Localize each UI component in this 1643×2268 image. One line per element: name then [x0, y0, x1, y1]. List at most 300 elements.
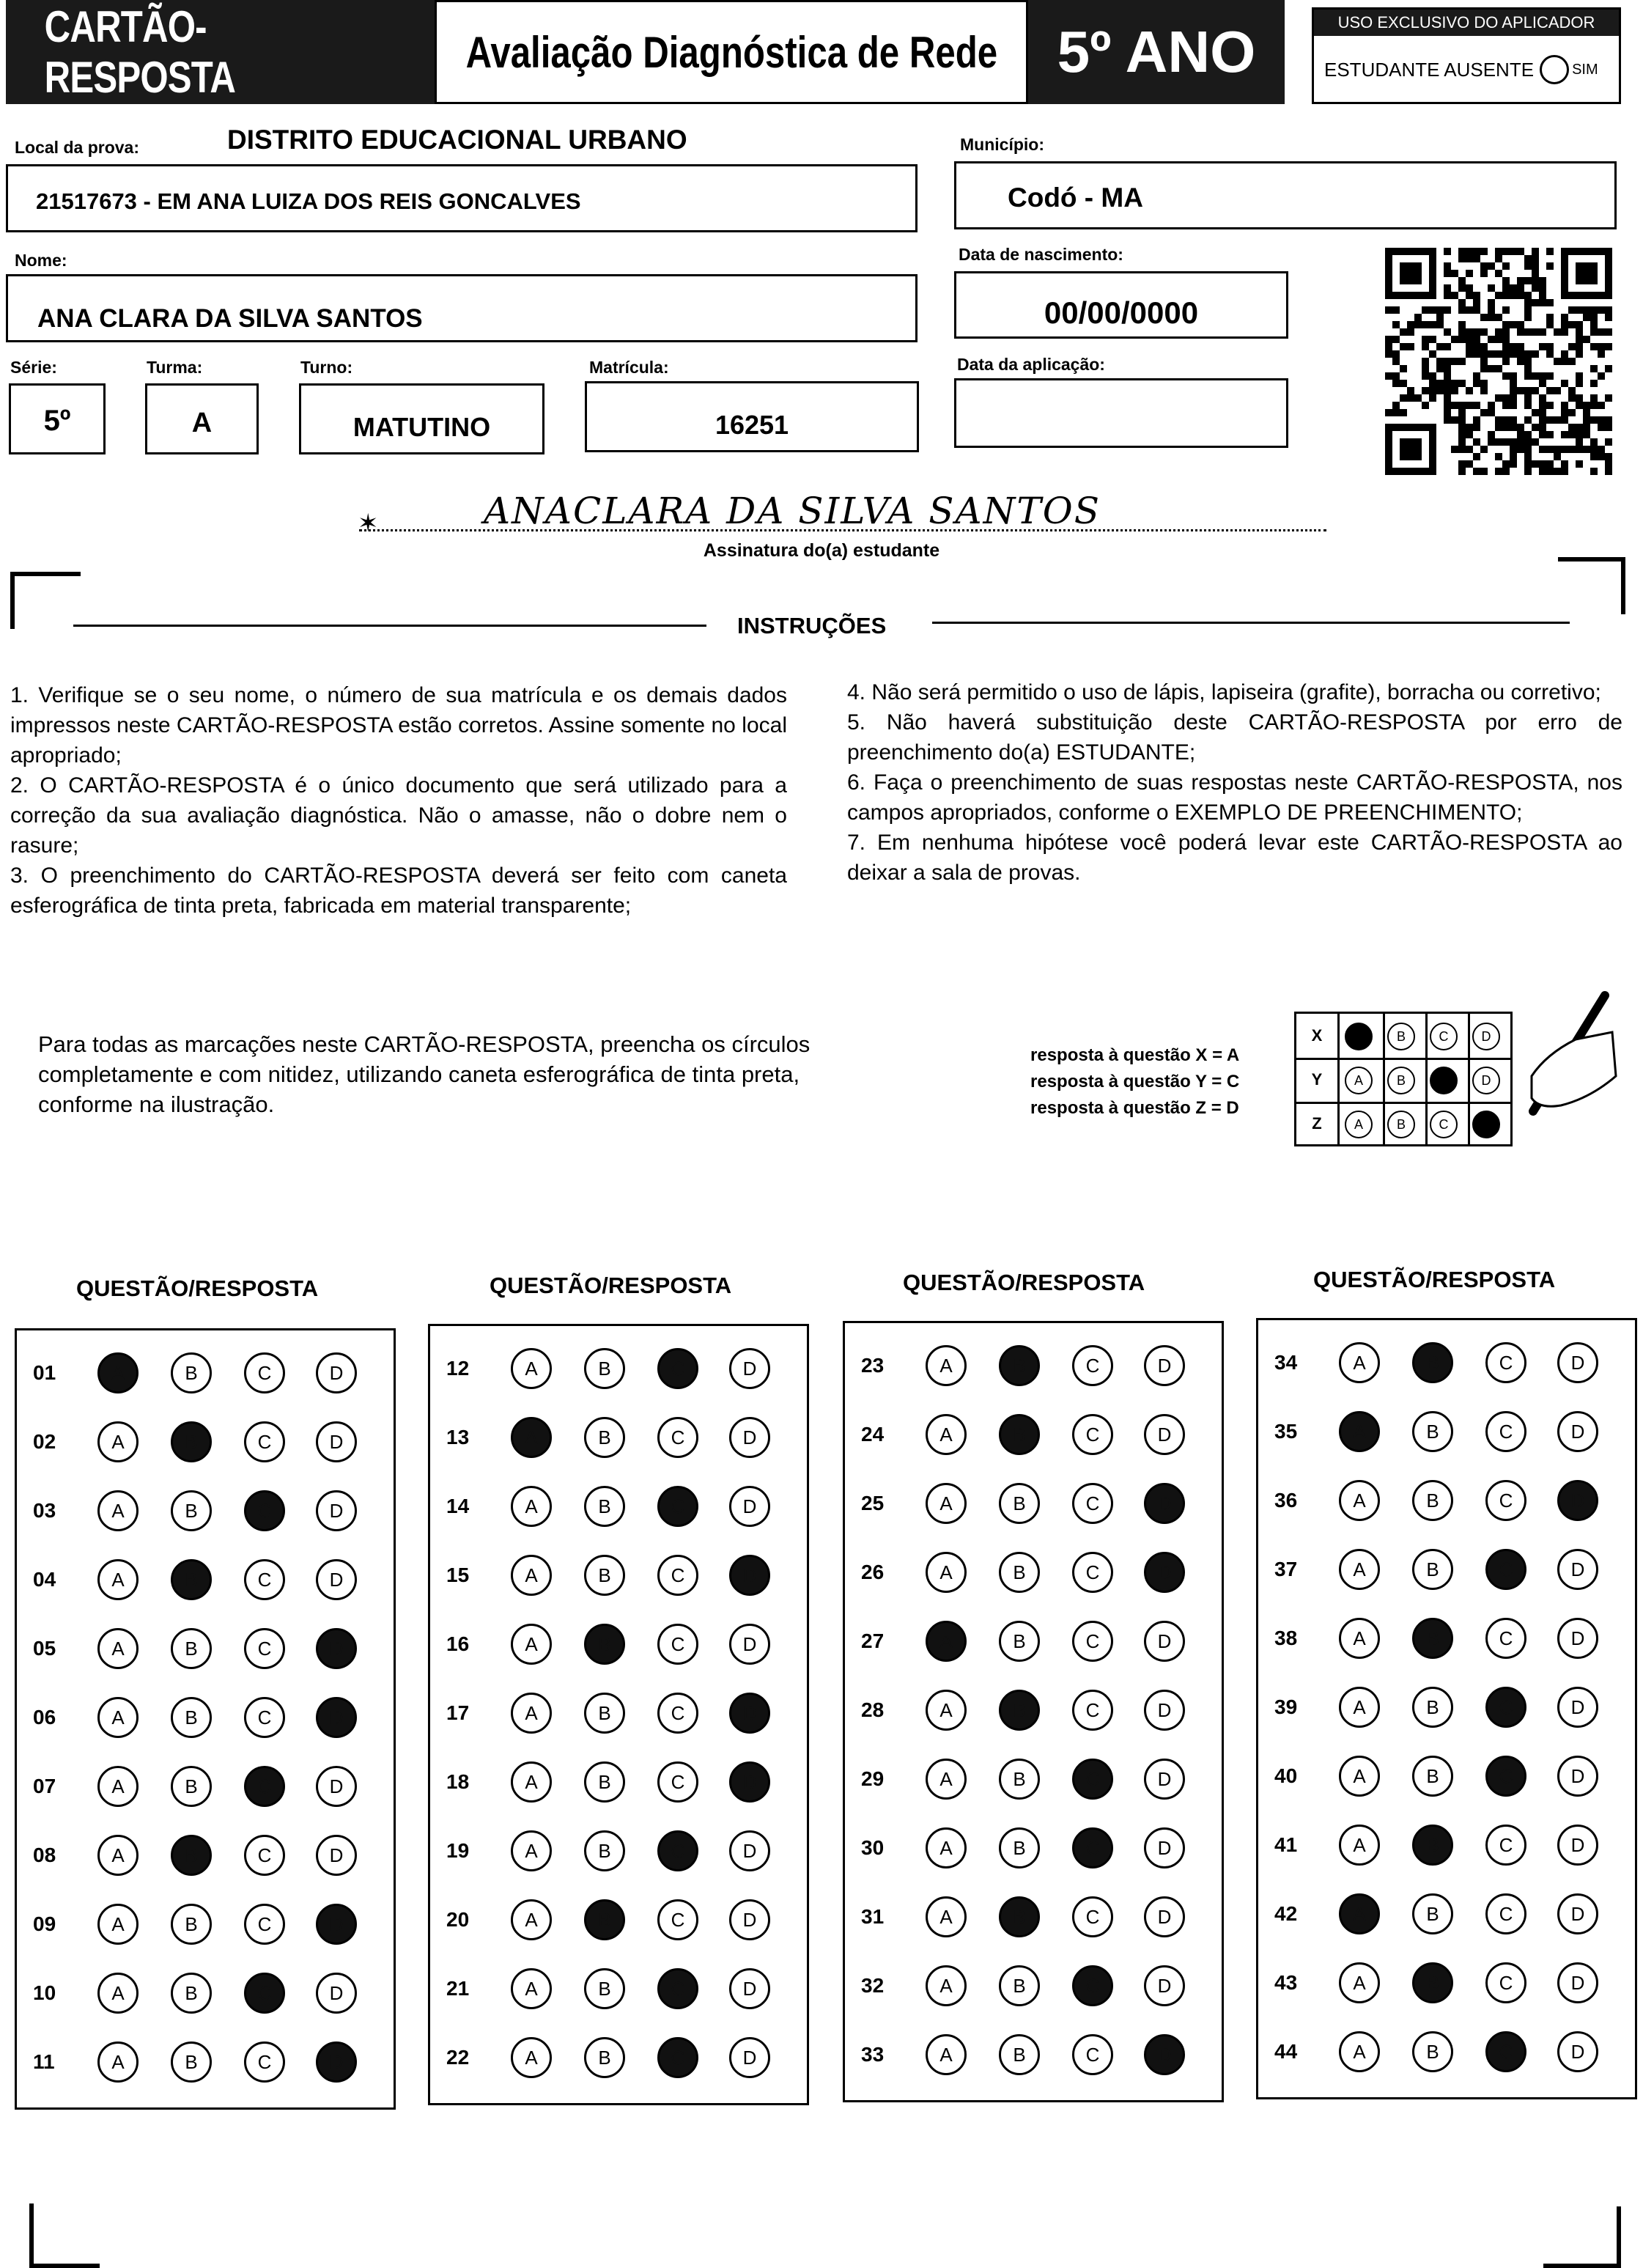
example-bubble-x-c: C — [1430, 1023, 1458, 1050]
bubble-27-c[interactable]: C — [1072, 1621, 1113, 1662]
bubble-39-b[interactable]: B — [1412, 1687, 1453, 1728]
bubble-02-b[interactable]: B — [171, 1421, 212, 1462]
bubble-34-a[interactable]: A — [1339, 1342, 1380, 1383]
bubble-17-d[interactable]: D — [729, 1693, 770, 1734]
bubble-04-a[interactable]: A — [97, 1559, 139, 1600]
turma-field — [145, 383, 259, 454]
question-number: 43 — [1274, 1971, 1298, 1994]
bubble-33-a[interactable]: A — [926, 2034, 967, 2075]
bubble-14-b[interactable]: B — [584, 1486, 625, 1527]
bubble-05-b[interactable]: B — [171, 1628, 212, 1669]
example-bubble-x-b: B — [1387, 1023, 1415, 1050]
bubble-14-d[interactable]: D — [729, 1486, 770, 1527]
question-row-31 — [845, 1889, 1222, 1948]
answer-column-4 — [1256, 1318, 1637, 2099]
instructions-left — [10, 680, 787, 921]
bubble-41-d[interactable]: D — [1557, 1825, 1598, 1866]
signature-label: Assinatura do(a) estudante — [703, 540, 940, 561]
applicator-title: USO EXCLUSIVO DO APLICADOR — [1314, 10, 1619, 36]
corner-mark-top-left — [10, 572, 81, 629]
bubble-42-c[interactable]: C — [1485, 1893, 1526, 1934]
example-row-y — [1296, 1058, 1510, 1104]
bubble-15-d[interactable]: D — [729, 1555, 770, 1596]
example-cell-divider — [1383, 1014, 1385, 1058]
nome-field — [6, 274, 918, 342]
question-number: 38 — [1274, 1627, 1298, 1649]
question-row-13 — [430, 1410, 807, 1468]
question-row-24 — [845, 1407, 1222, 1465]
matricula-label: Matrícula: — [589, 358, 669, 377]
example-legend — [1030, 1042, 1239, 1122]
bubble-02-d[interactable]: D — [316, 1421, 357, 1462]
question-number: 32 — [861, 1974, 885, 1997]
local-label: Local da prova: — [15, 138, 139, 157]
example-row-z — [1296, 1102, 1510, 1146]
bubble-19-b[interactable]: B — [584, 1830, 625, 1871]
bubble-19-c[interactable]: C — [657, 1830, 698, 1871]
bubble-21-d[interactable]: D — [729, 1968, 770, 2009]
question-row-12 — [430, 1341, 807, 1399]
instruction-2: 2. O CARTÃO-RESPOSTA é o único documento que será utilizado para a correção da sua avaliação diagnóstica. Não o amasse, não o dobre nem o rasure; — [10, 773, 787, 858]
bubble-17-a[interactable]: A — [511, 1693, 552, 1734]
card-title: CARTÃO-RESPOSTA — [44, 2, 236, 102]
bubble-38-c[interactable]: C — [1485, 1618, 1526, 1659]
signature-mark-icon: ✶ — [358, 509, 379, 537]
bubble-20-a[interactable]: A — [511, 1899, 552, 1940]
bubble-22-d[interactable]: D — [729, 2037, 770, 2078]
answer-column-1 — [15, 1328, 396, 2110]
example-text: Para todas as marcações neste CARTÃO-RESPOSTA, preencha os círculos completamente e com nitidez, utilizando caneta esferográfica de tinta preta, conforme na ilustração. — [38, 1031, 811, 1117]
answer-column-2 — [428, 1324, 809, 2105]
bubble-34-d[interactable]: D — [1557, 1342, 1598, 1383]
bubble-36-b[interactable]: B — [1412, 1480, 1453, 1521]
column-title-3: QUESTÃO/RESPOSTA — [903, 1270, 1145, 1295]
question-number: 44 — [1274, 2040, 1298, 2063]
bubble-15-b[interactable]: B — [584, 1555, 625, 1596]
bubble-35-d[interactable]: D — [1557, 1411, 1598, 1452]
bubble-18-d[interactable]: D — [729, 1761, 770, 1803]
card-title-banner — [6, 0, 435, 104]
bubble-39-c[interactable]: C — [1485, 1687, 1526, 1728]
bubble-40-a[interactable]: A — [1339, 1756, 1380, 1797]
bubble-10-a[interactable]: A — [97, 1973, 139, 2014]
question-number: 26 — [861, 1561, 885, 1583]
bubble-07-d[interactable]: D — [316, 1766, 357, 1807]
bubble-27-a[interactable]: A — [926, 1621, 967, 1662]
bubble-13-a[interactable]: A — [511, 1417, 552, 1458]
bubble-11-a[interactable]: A — [97, 2041, 139, 2083]
bubble-35-c[interactable]: C — [1485, 1411, 1526, 1452]
bubble-37-b[interactable]: B — [1412, 1549, 1453, 1590]
bubble-29-a[interactable]: A — [926, 1759, 967, 1800]
bubble-24-a[interactable]: A — [926, 1414, 967, 1455]
question-number: 14 — [446, 1495, 470, 1517]
instructions-right — [847, 677, 1622, 888]
question-number: 28 — [861, 1698, 885, 1721]
bubble-09-d[interactable]: D — [316, 1904, 357, 1945]
bubble-12-c[interactable]: C — [657, 1348, 698, 1389]
instructions-title: INSTRUÇÕES — [737, 613, 887, 638]
bubble-40-b[interactable]: B — [1412, 1756, 1453, 1797]
question-row-05 — [17, 1621, 394, 1679]
bubble-31-d[interactable]: D — [1144, 1896, 1185, 1937]
absent-option: SIM — [1572, 61, 1598, 78]
bubble-23-c[interactable]: C — [1072, 1345, 1113, 1386]
bubble-22-c[interactable]: C — [657, 2037, 698, 2078]
bubble-32-b[interactable]: B — [999, 1965, 1040, 2006]
bubble-40-c[interactable]: C — [1485, 1756, 1526, 1797]
example-cell-divider — [1468, 1058, 1470, 1102]
bubble-04-c[interactable]: C — [244, 1559, 285, 1600]
question-number: 19 — [446, 1839, 470, 1862]
question-row-16 — [430, 1616, 807, 1675]
bubble-12-d[interactable]: D — [729, 1348, 770, 1389]
bubble-39-a[interactable]: A — [1339, 1687, 1380, 1728]
school-field — [6, 164, 918, 232]
instruction-4: 4. Não será permitido o uso de lápis, lapiseira (grafite), borracha ou corretivo; — [847, 680, 1601, 704]
bubble-28-b[interactable]: B — [999, 1690, 1040, 1731]
bubble-40-d[interactable]: D — [1557, 1756, 1598, 1797]
bubble-12-b[interactable]: B — [584, 1348, 625, 1389]
bubble-05-d[interactable]: D — [316, 1628, 357, 1669]
question-number: 13 — [446, 1426, 470, 1448]
bubble-36-d[interactable]: D — [1557, 1480, 1598, 1521]
bubble-25-b[interactable]: B — [999, 1483, 1040, 1524]
bubble-07-b[interactable]: B — [171, 1766, 212, 1807]
bubble-01-b[interactable]: B — [171, 1352, 212, 1393]
bubble-18-c[interactable]: C — [657, 1761, 698, 1803]
bubble-32-c[interactable]: C — [1072, 1965, 1113, 2006]
bubble-25-d[interactable]: D — [1144, 1483, 1185, 1524]
example-cell-divider — [1468, 1102, 1470, 1146]
absent-checkbox[interactable] — [1540, 55, 1569, 84]
question-number: 12 — [446, 1357, 470, 1380]
aplicacao-label: Data da aplicação: — [957, 355, 1105, 374]
turno-label: Turno: — [300, 358, 353, 377]
bubble-35-b[interactable]: B — [1412, 1411, 1453, 1452]
bubble-32-a[interactable]: A — [926, 1965, 967, 2006]
bubble-19-d[interactable]: D — [729, 1830, 770, 1871]
bubble-42-a[interactable]: A — [1339, 1893, 1380, 1934]
serie-field — [9, 383, 106, 454]
bubble-22-a[interactable]: A — [511, 2037, 552, 2078]
question-number: 27 — [861, 1630, 885, 1652]
bubble-20-d[interactable]: D — [729, 1899, 770, 1940]
bubble-23-b[interactable]: B — [999, 1345, 1040, 1386]
example-bubble-y-c — [1430, 1067, 1458, 1094]
grade-title: 5º ANO — [1057, 19, 1256, 84]
bubble-17-b[interactable]: B — [584, 1693, 625, 1734]
bubble-39-d[interactable]: D — [1557, 1687, 1598, 1728]
municipio-field — [954, 161, 1617, 229]
bubble-25-c[interactable]: C — [1072, 1483, 1113, 1524]
pen-hand-icon — [1488, 988, 1627, 1127]
bubble-11-d[interactable]: D — [316, 2041, 357, 2083]
bubble-19-a[interactable]: A — [511, 1830, 552, 1871]
bubble-41-a[interactable]: A — [1339, 1825, 1380, 1866]
bubble-43-d[interactable]: D — [1557, 1962, 1598, 2003]
question-number: 04 — [33, 1568, 56, 1591]
example-legend-z: resposta à questão Z = D — [1030, 1098, 1239, 1118]
bubble-18-a[interactable]: A — [511, 1761, 552, 1803]
instruction-6: 6. Faça o preenchimento de suas respostas neste CARTÃO-RESPOSTA, nos campos apropriados, conforme o EXEMPLO DE PREENCHIMENTO; — [847, 770, 1622, 825]
bubble-07-c[interactable]: C — [244, 1766, 285, 1807]
corner-mark-top-right — [1558, 557, 1625, 614]
example-row-label: Z — [1296, 1102, 1340, 1146]
question-row-20 — [430, 1892, 807, 1951]
bubble-30-b[interactable]: B — [999, 1827, 1040, 1868]
question-row-04 — [17, 1552, 394, 1610]
question-row-01 — [17, 1345, 394, 1404]
exam-title-box — [435, 0, 1028, 104]
bubble-10-b[interactable]: B — [171, 1973, 212, 2014]
question-number: 21 — [446, 1977, 470, 2000]
bubble-02-a[interactable]: A — [97, 1421, 139, 1462]
question-number: 06 — [33, 1706, 56, 1728]
bubble-44-c[interactable]: C — [1485, 2031, 1526, 2072]
example-cell-divider — [1425, 1014, 1428, 1058]
question-number: 17 — [446, 1701, 470, 1724]
bubble-28-a[interactable]: A — [926, 1690, 967, 1731]
bubble-44-d[interactable]: D — [1557, 2031, 1598, 2072]
bubble-41-c[interactable]: C — [1485, 1825, 1526, 1866]
bubble-21-a[interactable]: A — [511, 1968, 552, 2009]
bubble-38-d[interactable]: D — [1557, 1618, 1598, 1659]
bubble-16-b[interactable]: B — [584, 1624, 625, 1665]
bubble-03-b[interactable]: B — [171, 1490, 212, 1531]
corner-mark-bottom-right — [1543, 2206, 1621, 2268]
bubble-42-b[interactable]: B — [1412, 1893, 1453, 1934]
bubble-11-b[interactable]: B — [171, 2041, 212, 2083]
example-bubble-z-a: A — [1345, 1111, 1373, 1138]
question-row-08 — [17, 1827, 394, 1886]
bubble-13-b[interactable]: B — [584, 1417, 625, 1458]
bubble-13-d[interactable]: D — [729, 1417, 770, 1458]
bubble-23-d[interactable]: D — [1144, 1345, 1185, 1386]
bubble-06-c[interactable]: C — [244, 1697, 285, 1738]
bubble-26-a[interactable]: A — [926, 1552, 967, 1593]
instruction-7: 7. Em nenhuma hipótese você poderá levar este CARTÃO-RESPOSTA ao deixar a sala de provas. — [847, 831, 1622, 885]
bubble-15-c[interactable]: C — [657, 1555, 698, 1596]
question-row-28 — [845, 1682, 1222, 1741]
question-number: 15 — [446, 1564, 470, 1586]
bubble-29-c[interactable]: C — [1072, 1759, 1113, 1800]
exam-title: Avaliação Diagnóstica de Rede — [465, 27, 997, 77]
bubble-09-a[interactable]: A — [97, 1904, 139, 1945]
nome-label: Nome: — [15, 251, 67, 270]
bubble-11-c[interactable]: C — [244, 2041, 285, 2083]
bubble-28-c[interactable]: C — [1072, 1690, 1113, 1731]
bubble-03-c[interactable]: C — [244, 1490, 285, 1531]
bubble-20-c[interactable]: C — [657, 1899, 698, 1940]
bubble-16-d[interactable]: D — [729, 1624, 770, 1665]
absent-label: ESTUDANTE AUSENTE — [1324, 58, 1535, 81]
bubble-14-a[interactable]: A — [511, 1486, 552, 1527]
bubble-01-c[interactable]: C — [244, 1352, 285, 1393]
school-value: 21517673 - EM ANA LUIZA DOS REIS GONCALVES — [36, 188, 581, 214]
bubble-29-d[interactable]: D — [1144, 1759, 1185, 1800]
question-row-39 — [1258, 1679, 1635, 1738]
bubble-43-a[interactable]: A — [1339, 1962, 1380, 2003]
bubble-06-a[interactable]: A — [97, 1697, 139, 1738]
bubble-32-d[interactable]: D — [1144, 1965, 1185, 2006]
bubble-26-c[interactable]: C — [1072, 1552, 1113, 1593]
bubble-24-b[interactable]: B — [999, 1414, 1040, 1455]
question-row-33 — [845, 2027, 1222, 2085]
bubble-01-a[interactable]: A — [97, 1352, 139, 1393]
bubble-22-b[interactable]: B — [584, 2037, 625, 2078]
bubble-43-c[interactable]: C — [1485, 1962, 1526, 2003]
question-number: 37 — [1274, 1558, 1298, 1580]
bubble-06-d[interactable]: D — [316, 1697, 357, 1738]
bubble-42-d[interactable]: D — [1557, 1893, 1598, 1934]
bubble-09-c[interactable]: C — [244, 1904, 285, 1945]
bubble-30-a[interactable]: A — [926, 1827, 967, 1868]
bubble-28-d[interactable]: D — [1144, 1690, 1185, 1731]
question-row-40 — [1258, 1748, 1635, 1807]
column-title-4: QUESTÃO/RESPOSTA — [1313, 1267, 1556, 1292]
bubble-31-b[interactable]: B — [999, 1896, 1040, 1937]
example-legend-y: resposta à questão Y = C — [1030, 1072, 1240, 1091]
bubble-24-c[interactable]: C — [1072, 1414, 1113, 1455]
example-grid — [1294, 1012, 1513, 1146]
nascimento-label: Data de nascimento: — [959, 245, 1123, 264]
bubble-02-c[interactable]: C — [244, 1421, 285, 1462]
bubble-34-b[interactable]: B — [1412, 1342, 1453, 1383]
bubble-12-a[interactable]: A — [511, 1348, 552, 1389]
bubble-26-d[interactable]: D — [1144, 1552, 1185, 1593]
question-number: 10 — [33, 1981, 56, 2004]
bubble-07-a[interactable]: A — [97, 1766, 139, 1807]
bubble-14-c[interactable]: C — [657, 1486, 698, 1527]
bubble-34-c[interactable]: C — [1485, 1342, 1526, 1383]
bubble-33-c[interactable]: C — [1072, 2034, 1113, 2075]
corner-mark-bottom-left — [29, 2203, 100, 2268]
bubble-37-a[interactable]: A — [1339, 1549, 1380, 1590]
bubble-38-a[interactable]: A — [1339, 1618, 1380, 1659]
bubble-05-a[interactable]: A — [97, 1628, 139, 1669]
bubble-17-c[interactable]: C — [657, 1693, 698, 1734]
question-row-25 — [845, 1476, 1222, 1534]
instruction-1: 1. Verifique se o seu nome, o número de sua matrícula e os demais dados impressos neste CARTÃO-RESPOSTA estão corretos. Assine somente no local apropriado; — [10, 683, 787, 767]
question-number: 18 — [446, 1770, 470, 1793]
bubble-26-b[interactable]: B — [999, 1552, 1040, 1593]
bubble-16-c[interactable]: C — [657, 1624, 698, 1665]
question-number: 02 — [33, 1430, 56, 1453]
bubble-21-b[interactable]: B — [584, 1968, 625, 2009]
question-row-15 — [430, 1547, 807, 1606]
bubble-25-a[interactable]: A — [926, 1483, 967, 1524]
bubble-06-b[interactable]: B — [171, 1697, 212, 1738]
bubble-16-a[interactable]: A — [511, 1624, 552, 1665]
question-number: 07 — [33, 1775, 56, 1797]
bubble-23-a[interactable]: A — [926, 1345, 967, 1386]
bubble-13-c[interactable]: C — [657, 1417, 698, 1458]
example-bubble-x-a — [1345, 1023, 1373, 1050]
bubble-18-b[interactable]: B — [584, 1761, 625, 1803]
bubble-37-c[interactable]: C — [1485, 1549, 1526, 1590]
bubble-08-d[interactable]: D — [316, 1835, 357, 1876]
bubble-43-b[interactable]: B — [1412, 1962, 1453, 2003]
bubble-33-d[interactable]: D — [1144, 2034, 1185, 2075]
question-row-19 — [430, 1823, 807, 1882]
question-row-14 — [430, 1479, 807, 1537]
bubble-20-b[interactable]: B — [584, 1899, 625, 1940]
question-row-41 — [1258, 1817, 1635, 1876]
question-number: 11 — [33, 2050, 55, 2073]
turma-label: Turma: — [147, 358, 203, 377]
example-legend-x: resposta à questão X = A — [1030, 1045, 1240, 1065]
bubble-04-b[interactable]: B — [171, 1559, 212, 1600]
bubble-35-a[interactable]: A — [1339, 1411, 1380, 1452]
district-name: DISTRITO EDUCACIONAL URBANO — [227, 125, 687, 155]
bubble-38-b[interactable]: B — [1412, 1618, 1453, 1659]
question-row-02 — [17, 1414, 394, 1473]
bubble-08-b[interactable]: B — [171, 1835, 212, 1876]
bubble-33-b[interactable]: B — [999, 2034, 1040, 2075]
bubble-41-b[interactable]: B — [1412, 1825, 1453, 1866]
bubble-15-a[interactable]: A — [511, 1555, 552, 1596]
question-row-10 — [17, 1965, 394, 2024]
bubble-29-b[interactable]: B — [999, 1759, 1040, 1800]
bubble-04-d[interactable]: D — [316, 1559, 357, 1600]
turma-value: A — [191, 408, 213, 438]
bubble-01-d[interactable]: D — [316, 1352, 357, 1393]
question-number: 05 — [33, 1637, 56, 1660]
question-number: 42 — [1274, 1902, 1298, 1925]
municipio-label: Município: — [960, 135, 1044, 154]
instructions-rule-left — [73, 625, 706, 627]
nascimento-field — [954, 271, 1288, 339]
bubble-44-b[interactable]: B — [1412, 2031, 1453, 2072]
question-row-17 — [430, 1685, 807, 1744]
bubble-03-a[interactable]: A — [97, 1490, 139, 1531]
bubble-03-d[interactable]: D — [316, 1490, 357, 1531]
question-row-36 — [1258, 1473, 1635, 1531]
example-cell-divider — [1383, 1058, 1385, 1102]
bubble-31-c[interactable]: C — [1072, 1896, 1113, 1937]
example-bubble-x-d: D — [1472, 1023, 1500, 1050]
bubble-37-d[interactable]: D — [1557, 1549, 1598, 1590]
bubble-30-d[interactable]: D — [1144, 1827, 1185, 1868]
bubble-05-c[interactable]: C — [244, 1628, 285, 1669]
question-number: 03 — [33, 1499, 56, 1522]
question-number: 20 — [446, 1908, 470, 1931]
question-number: 24 — [861, 1423, 885, 1446]
example-cell-divider — [1425, 1058, 1428, 1102]
bubble-44-a[interactable]: A — [1339, 2031, 1380, 2072]
question-number: 01 — [33, 1361, 56, 1384]
bubble-10-c[interactable]: C — [244, 1973, 285, 2014]
grade-banner — [1028, 0, 1285, 104]
bubble-30-c[interactable]: C — [1072, 1827, 1113, 1868]
bubble-10-d[interactable]: D — [316, 1973, 357, 2014]
bubble-36-a[interactable]: A — [1339, 1480, 1380, 1521]
bubble-08-c[interactable]: C — [244, 1835, 285, 1876]
bubble-24-d[interactable]: D — [1144, 1414, 1185, 1455]
bubble-27-d[interactable]: D — [1144, 1621, 1185, 1662]
bubble-08-a[interactable]: A — [97, 1835, 139, 1876]
question-row-22 — [430, 2030, 807, 2088]
bubble-21-c[interactable]: C — [657, 1968, 698, 2009]
question-number: 08 — [33, 1844, 56, 1866]
aplicacao-field — [954, 378, 1288, 448]
nascimento-value: 00/00/0000 — [1044, 295, 1199, 330]
bubble-09-b[interactable]: B — [171, 1904, 212, 1945]
bubble-36-c[interactable]: C — [1485, 1480, 1526, 1521]
bubble-31-a[interactable]: A — [926, 1896, 967, 1937]
bubble-27-b[interactable]: B — [999, 1621, 1040, 1662]
